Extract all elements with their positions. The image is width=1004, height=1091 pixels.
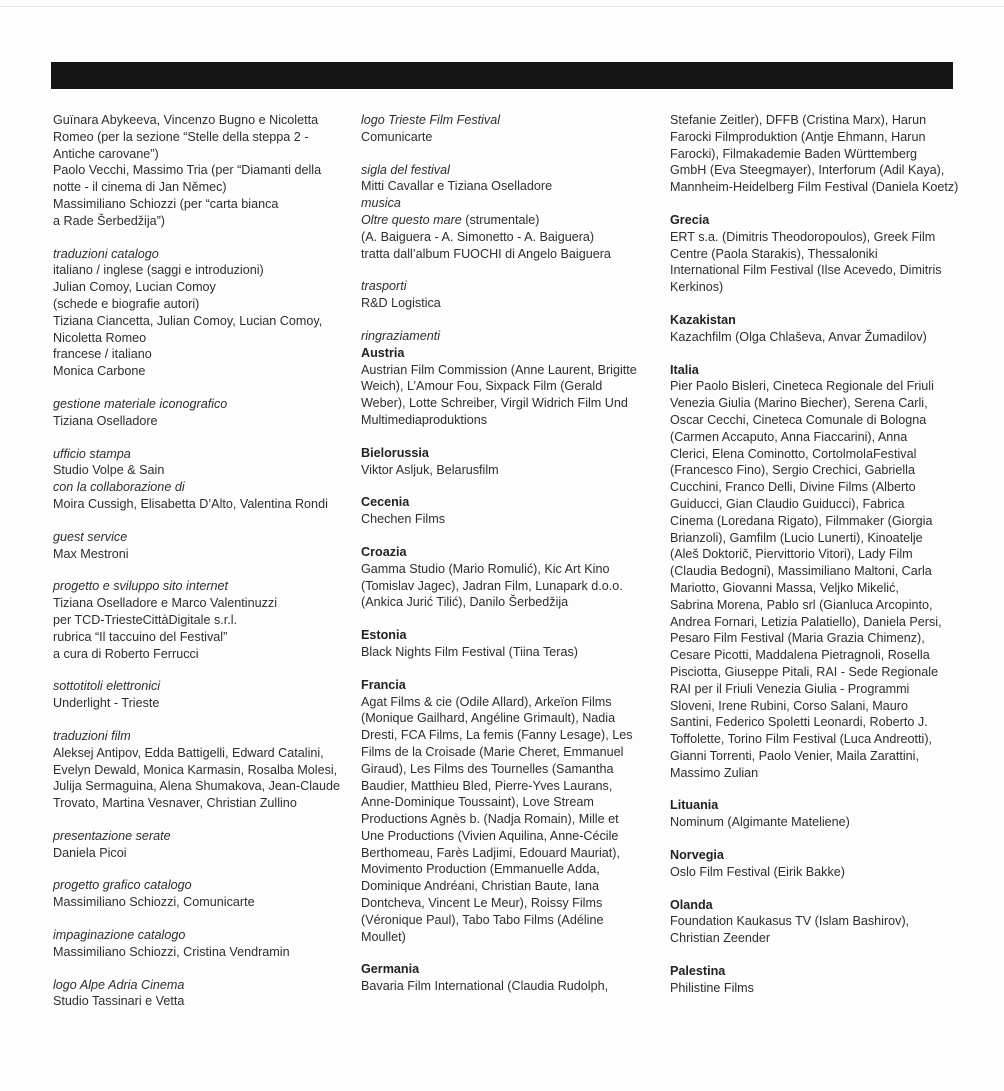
credit-text: Nominum (Algimante Mateliene) (670, 815, 850, 830)
credit-section (53, 877, 345, 911)
role-label: Oltre questo mare (361, 212, 462, 227)
role-label: logo Alpe Adria Cinema (53, 977, 185, 992)
credit-text: Oslo Film Festival (Eirik Bakke) (670, 864, 845, 879)
credit-text: Max Mestroni (53, 546, 129, 561)
credit-text: Underlight - Trieste (53, 696, 160, 711)
credit-text: Viktor Asljuk, Belarusfilm (361, 462, 499, 477)
credit-text: Bavaria Film International (Claudia Rudolph, (361, 979, 609, 994)
credit-section (670, 963, 960, 997)
credit-section (670, 897, 960, 947)
credit-text: Agat Films & cie (Odile Allard), Arkeïon Films (Monique Gailhard, Angéline Grimault), Nadia Dresti, FCA Films, La femis (Fanny Lesage), Les Films de la Croisade (Marie Cheret, Emmanuel Giraud), Les Films des Tournelles (Samantha Baudier, Matthieu Bled, Pierre-Yves Laurans, Anne-Dominique Toussaint), Love Stream Productions Agnès b. (Nadja Romain), Mille et Une Productions (Vivien Aquilina, Anne-Cécile Berthomeau, Farès Ladjimi, Edouard Mauriat), Movimento Production (Emmanuelle Adda, Dominique Andréani, Christian Baute, Iana Dontcheva, Vincent Le Meur), Roissy Films (Véronique Paul), Tabo Tabo Films (Adéline Moullet) (361, 694, 633, 944)
credit-text: Foundation Kaukasus TV (Islam Bashirov), Christian Zeender (670, 914, 910, 946)
role-label: sigla del festival (361, 162, 450, 177)
country-heading: Croazia (361, 544, 407, 559)
role-label: guest service (53, 529, 128, 544)
credit-section (53, 977, 345, 1011)
credit-section (361, 544, 657, 611)
credit-section (670, 847, 960, 881)
credit-text: Gamma Studio (Mario Romulić), Kic Art Kino (Tomislav Jagec), Jadran Film, Lunapark d.o.o. (Ankica Jurić Tilić), Danilo Šerbedžija (361, 561, 623, 610)
credit-section (53, 529, 345, 563)
country-heading: Estonia (361, 628, 407, 643)
role-label: presentazione serate (53, 828, 171, 843)
role-label: sottotitoli elettronici (53, 679, 161, 694)
credit-text: Moira Cussigh, Elisabetta D’Alto, Valentina Rondi (53, 496, 328, 511)
credit-text: Stefanie Zeitler), DFFB (Cristina Marx), Harun Farocki Filmproduktion (Antje Ehmann, Harun Farocki), Filmakademie Baden Württemberg GmbH (Eva Steegmayer), Interforum (Adil Kaya), Mannheim-Heidelberg Film Festival (Daniela Koetz) (670, 113, 959, 195)
credit-text: Mitti Cavallar e Tiziana Oselladore (361, 179, 553, 194)
credit-section (53, 112, 345, 230)
credit-section (53, 678, 345, 712)
header-bar (51, 62, 953, 89)
credit-text: Chechen Films (361, 512, 445, 527)
country-heading: Bielorussia (361, 445, 429, 460)
credit-text: (strumentale) (A. Baiguera - A. Simonetto - A. Baiguera) tratta dall’album FUOCHI di Angelo Baiguera (361, 212, 611, 261)
credit-text: Austrian Film Commission (Anne Laurent, Brigitte Weich), L’Amour Fou, Sixpack Film (Gerald Weber), Lotte Schreiber, Virgil Widrich Film Und Multimediaproduktions (361, 362, 637, 427)
credit-text: italiano / inglese (saggi e introduzioni) Julian Comoy, Lucian Comoy (schede e biografie autori) Tiziana Ciancetta, Julian Comoy, Lucian Comoy, Nicoletta Romeo francese / italiano Monica Carbone (53, 263, 323, 379)
credits-column-2 (361, 112, 657, 1011)
credit-text: Kazachfilm (Olga Chlaševa, Anvar Žumadilov) (670, 329, 927, 344)
credit-text: Massimiliano Schiozzi, Cristina Vendramin (53, 944, 290, 959)
country-heading: Olanda (670, 897, 713, 912)
credit-text: Studio Tassinari e Vetta (53, 994, 185, 1009)
role-label: progetto grafico catalogo (53, 878, 192, 893)
credit-section (670, 312, 960, 346)
role-label: traduzioni film (53, 728, 131, 743)
role-label: gestione materiale iconografico (53, 396, 228, 411)
credit-text: Tiziana Oselladore e Marco Valentinuzzi per TCD-TriesteCittàDigitale s.r.l. rubrica “Il taccuino del Festival” a cura di Roberto Ferrucci (53, 596, 277, 661)
role-label: musica (361, 196, 401, 211)
credit-section (53, 578, 345, 662)
credit-section (670, 212, 960, 296)
credit-section (361, 278, 657, 312)
credit-section (53, 728, 345, 812)
role-label: con la collaborazione di (53, 480, 185, 495)
credit-text: Daniela Picoi (53, 845, 127, 860)
credit-section (670, 112, 960, 196)
country-heading: Grecia (670, 212, 710, 227)
credit-section (53, 446, 345, 513)
credit-section (670, 362, 960, 782)
country-heading: Austria (361, 345, 405, 360)
country-heading: Francia (361, 677, 406, 692)
credit-text: Pier Paolo Bisleri, Cineteca Regionale del Friuli Venezia Giulia (Marino Biecher), Serena Carli, Oscar Cecchi, Cineteca Comunale di Bologna (Carmen Accaputo, Anna Fiaccarini), Anna Clerici, Elena Cominotto, CortolmolaFestival (Francesco Fino), Sergio Crechici, Gabriella Cucchini, Franco Delli, Divine Films (Alberto Guiducci, Gian Claudio Guiducci), Fabrica Cinema (Loredana Rigato), Filmmaker (Giorgia Brianzoli), Gamfilm (Lucio Lunerti), Kinoatelje (Aleš Doktorič, Piervittorio Vitori), Lady Film (Claudia Bedogni), Massimiliano Maltoni, Carla Mariotto, Giovanni Massa, Veljko Mikelić, Sabrina Morena, Pablo srl (Gianluca Arcopinto, Andrea Fornari, Letizia Palatiello), Daniela Persi, Pesaro Film Festival (Maria Grazia Chimenz), Cesare Picotti, Maddalena Pietragnoli, Rosella Pisciotta, Giuseppe Pitali, RAI - Sede Regionale RAI per il Friuli Venezia Giulia - Programmi Sloveni, Irene Rubini, Corso Salani, Mauro Santini, Federico Spoletti Leonardi, Roberto J. Toffolette, Torino Film Festival (Luca Andreotti), Gianni Torrenti, Paolo Venier, Maila Zarattini, Massimo Zulian (670, 379, 942, 780)
credit-section (53, 927, 345, 961)
credit-text: R&D Logistica (361, 296, 441, 311)
role-label: logo Trieste Film Festival (361, 113, 501, 127)
credit-text: Guïnara Abykeeva, Vincenzo Bugno e Nicoletta Romeo (per la sezione “Stelle della steppa 2 - Antiche carovane”) Paolo Vecchi, Massimo Tria (per “Diamanti della notte - il cinema di Jan Němec) Massimiliano Schiozzi (per “carta bianca a Rade Šerbedžija”) (53, 113, 322, 228)
role-label: trasporti (361, 279, 407, 294)
credit-text: Black Nights Film Festival (Tiina Teras) (361, 644, 578, 659)
country-heading: Palestina (670, 964, 726, 979)
credits-column-1 (53, 112, 345, 1026)
country-heading: Cecenia (361, 495, 410, 510)
credit-section (361, 677, 657, 946)
credit-section (53, 396, 345, 430)
credits-column-3 (670, 112, 960, 1013)
credit-text: ERT s.a. (Dimitris Theodoropoulos), Greek Film Centre (Paola Starakis), Thessaloniki International Film Festival (Ilse Acevedo, Dimitris Kerkinos) (670, 229, 942, 295)
role-label: ufficio stampa (53, 446, 131, 461)
credit-text: Massimiliano Schiozzi, Comunicarte (53, 895, 255, 910)
credit-section (53, 246, 345, 380)
credit-section (361, 627, 657, 661)
country-heading: Italia (670, 362, 699, 377)
credit-section (670, 797, 960, 831)
credit-text: Philistine Films (670, 980, 754, 995)
role-label: progetto e sviluppo sito internet (53, 579, 229, 594)
country-heading: Lituania (670, 798, 719, 813)
credit-text: Tiziana Oselladore (53, 413, 158, 428)
credit-text: Studio Volpe & Sain (53, 463, 165, 478)
role-label: ringraziamenti (361, 328, 441, 343)
credit-section (361, 961, 657, 995)
credit-section (361, 328, 657, 429)
country-heading: Kazakistan (670, 312, 736, 327)
country-heading: Norvegia (670, 848, 724, 863)
credit-section (361, 162, 657, 263)
role-label: traduzioni catalogo (53, 246, 159, 261)
credit-text: Comunicarte (361, 129, 433, 144)
credit-section (361, 445, 657, 479)
credit-section (53, 828, 345, 862)
country-heading: Germania (361, 962, 420, 977)
credit-text: Aleksej Antipov, Edda Battigelli, Edward Catalini, Evelyn Dewald, Monica Karmasin, Rosalba Molesi, Julija Sermaguina, Alena Shumakova, Jean-Claude Trovato, Martina Vesnaver, Christian Zullino (53, 745, 341, 811)
credit-section (361, 112, 657, 146)
credit-section (361, 494, 657, 528)
top-rule (0, 6, 1004, 7)
role-label: impaginazione catalogo (53, 928, 186, 943)
